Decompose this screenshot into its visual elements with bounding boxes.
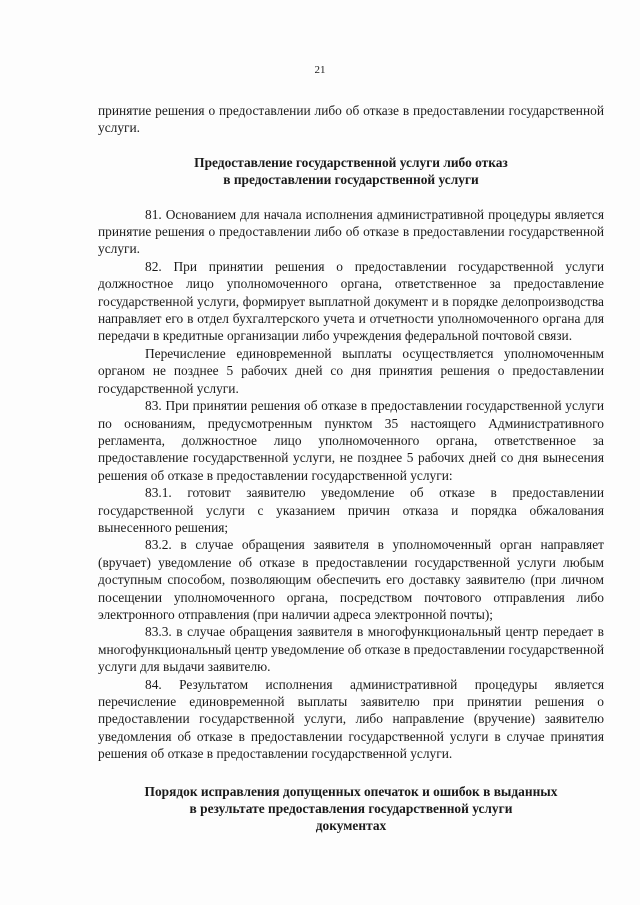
heading-line: Порядок исправления допущенных опечаток и ошибок в выданных <box>144 783 558 799</box>
section-heading-corrections <box>98 783 604 835</box>
heading-line: Предоставление государственной услуги либо отказ <box>194 154 508 170</box>
paragraph-83: 83. При принятии решения об отказе в предоставлении государственной услуги по основаниям, предусмотренным пунктом 35 настоящего Административного регламента, должностное лицо уполномоченного органа, ответственное за предоставление государственной услуги, не позднее 5 рабочих дней со дня вынесения решения об отказе в предоставлении государственной услуги: <box>98 398 604 483</box>
paragraph-83-3: 83.3. в случае обращения заявителя в многофункциональный центр передает в многофункциональный центр уведомление об отказе в предоставлении государственной услуги для выдачи заявителю. <box>98 624 604 675</box>
paragraph-83-2: 83.2. в случае обращения заявителя в уполномоченный орган направляет (вручает) уведомление об отказе в предоставлении государственной услуги любым доступным способом, позволяющим обеспечить его доставку заявителю (при личном посещении уполномоченного органа, посредством почтового отправления либо электронного отправления (при наличии адреса электронной почты); <box>98 537 604 622</box>
paragraph-83-1: 83.1. готовит заявителю уведомление об отказе в предоставлении государственной услуги с указанием причин отказа и порядка обжалования вынесенного решения; <box>98 485 604 535</box>
paragraph-84: 84. Результатом исполнения административной процедуры является перечисление единовременной выплаты заявителю при принятии решения о предоставлении государственной услуги, либо направление (вручение) заявителю уведомления об отказе в предоставлении государственной услуги в случае принятия решения об отказе в предоставлении государственной услуги. <box>98 676 604 762</box>
document-body <box>98 102 604 835</box>
paragraph-transfer: Перечисление единовременной выплаты осуществляется уполномоченным органом не позднее 5 рабочих дней со дня принятия решения о предоставлении государственной услуги. <box>98 345 604 396</box>
heading-line: документах <box>315 818 387 834</box>
paragraph-81: 81. Основанием для начала исполнения административной процедуры является принятие решения о предоставлении либо об отказе в предоставлении государственной услуги. <box>98 206 604 257</box>
intro-paragraph: принятие решения о предоставлении либо об отказе в предоставлении государственной услуги. <box>98 103 604 136</box>
heading-line: в результате предоставления государственной услуги <box>189 801 513 817</box>
section-heading-provision <box>98 154 604 189</box>
page-number: 21 <box>314 64 326 76</box>
heading-line: в предоставлении государственной услуги <box>223 172 479 188</box>
paragraph-82: 82. При принятии решения о предоставлении государственной услуги должностное лицо уполномоченного органа, ответственное за предоставление государственной услуги, формирует выплатной документ и в порядке делопроизводства направляет его в отдел бухгалтерского учета и отчетности уполномоченного органа для передачи в кредитные организации либо учреждения федеральной почтовой связи. <box>98 258 604 344</box>
